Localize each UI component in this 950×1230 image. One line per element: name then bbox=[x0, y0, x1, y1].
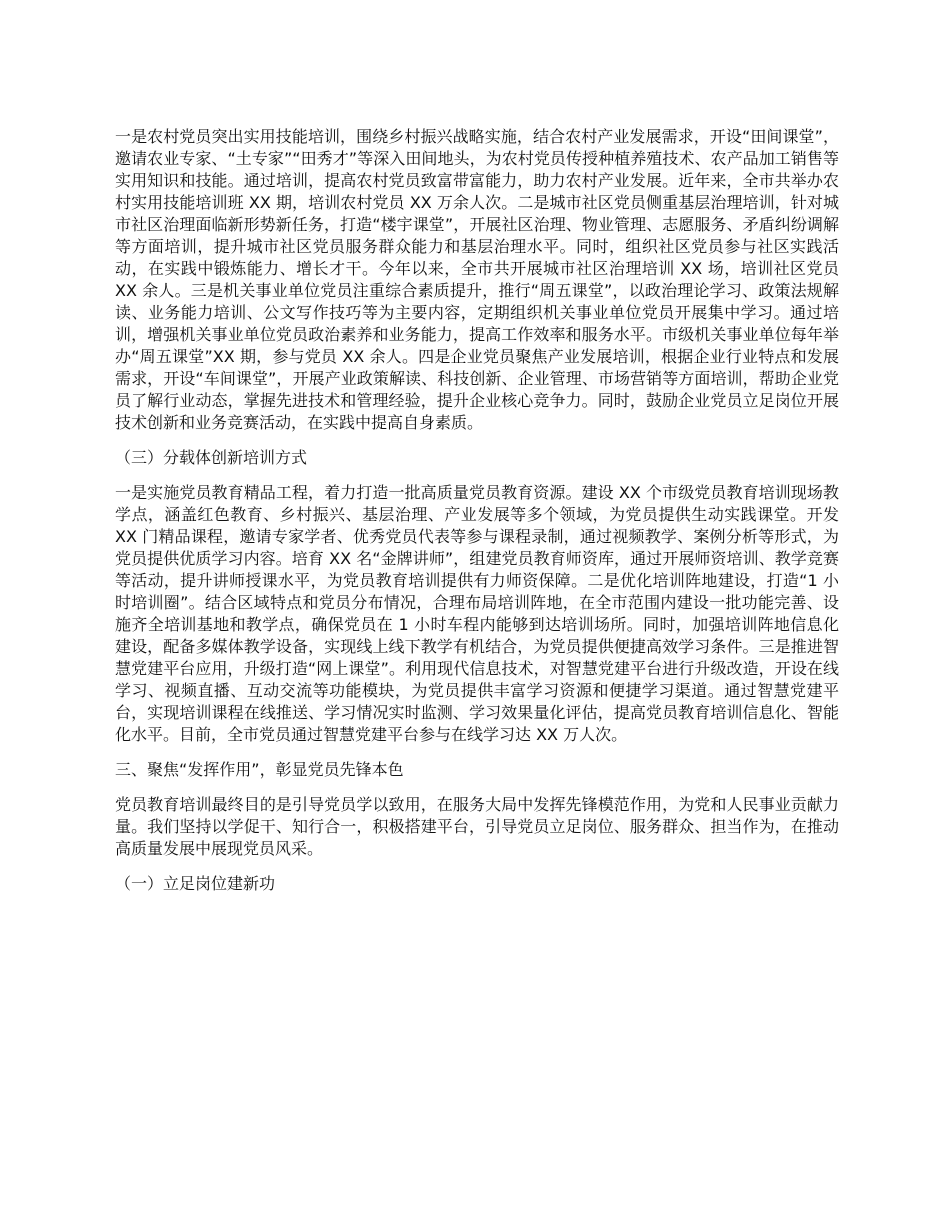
section-heading-carrier-innovation: （三）分载体创新培训方式 bbox=[115, 448, 308, 467]
section-heading-post-contribution: （一）立足岗位建新功 bbox=[115, 874, 276, 893]
paragraph-training-methods: 一是实施党员教育精品工程，着力打造一批高质量党员教育资源。建设 XX 个市级党员教育培训现场教学点，涵盖红色教育、乡村振兴、基层治理、产业发展等多个领域，为党员提供生动实践课堂。开发 XX 门精品课程，邀请专家学者、优秀党员代表等参与课程录制，通过视频教学、案例分析等形式，为党员提供优质学习内容。培育 XX 名“金牌讲师”，组建党员教育师资库，通过开展师资培训、教学竞赛等活动，提升讲师授课水平，为党员教育培训提供有力师资保障。二是优化培训阵地建设，打造“1 小时培训圈”。结合区域特点和党员分布情况，合理布局培训阵地，在全市范围内建设一批功能完善、设施齐全培训基地和教学点，确保党员在 1 小时车程内能够到达培训场所。同时，加强培训阵地信息化建设，配备多媒体教学设备，实现线上线下教学有机结合，为党员提供便捷高效学习条件。三是推进智慧党建平台应用，升级打造“网上课堂”。利用现代信息技术，对智慧党建平台进行升级改造，开设在线学习、视频直播、互动交流等功能模块，为党员提供丰富学习资源和便捷学习渠道。通过智慧党建平台，实现培训课程在线推送、学习情况实时监测、学习效果量化评估，提高党员教育培训信息化、智能化水平。目前，全市党员通过智慧党建平台参与在线学习达 XX 万人次。 bbox=[115, 483, 839, 744]
paragraph-rural-urban-training: 一是农村党员突出实用技能培训，围绕乡村振兴战略实施，结合农村产业发展需求，开设“田间课堂”，邀请农业专家、“土专家”“田秀才”等深入田间地头，为农村党员传授种植养殖技术、农产品加工销售等实用知识和技能。通过培训，提高农村党员致富带富能力，助力农村产业发展。近年来，全市共举办农村实用技能培训班 XX 期，培训农村党员 XX 万余人次。二是城市社区党员侧重基层治理培训，针对城市社区治理面临新形势新任务，打造“楼宇课堂”，开展社区治理、物业管理、志愿服务、矛盾纠纷调解等方面培训，提升城市社区党员服务群众能力和基层治理水平。同时，组织社区党员参与社区实践活动，在实践中锻炼能力、增长才干。今年以来，全市共开展城市社区治理培训 XX 场，培训社区党员 XX 余人。三是机关事业单位党员注重综合素质提升，推行“周五课堂”，以政治理论学习、政策法规解读、业务能力培训、公文写作技巧等为主要内容，定期组织机关事业单位党员开展集中学习。通过培训，增强机关事业单位党员政治素养和业务能力，提高工作效率和服务水平。市级机关事业单位每年举办“周五课堂”XX 期，参与党员 XX 余人。四是企业党员聚焦产业发展培训，根据企业行业特点和发展需求，开设“车间课堂”，开展产业政策解读、科技创新、企业管理、市场营销等方面培训，帮助企业党员了解行业动态，掌握先进技术和管理经验，提升企业核心竞争力。同时，鼓励企业党员立足岗位开展技术创新和业务竞赛活动，在实践中提高自身素质。 bbox=[115, 127, 839, 432]
paragraph-apply-learning: 党员教育培训最终目的是引导党员学以致用，在服务大局中发挥先锋模范作用，为党和人民事业贡献力量。我们坚持以学促干、知行合一，积极搭建平台，引导党员立足岗位、服务群众、担当作为，在推动高质量发展中展现党员风采。 bbox=[115, 795, 839, 858]
chapter-heading-play-role: 三、聚焦“发挥作用”，彰显党员先锋本色 bbox=[115, 760, 404, 779]
document-page bbox=[115, 126, 839, 908]
